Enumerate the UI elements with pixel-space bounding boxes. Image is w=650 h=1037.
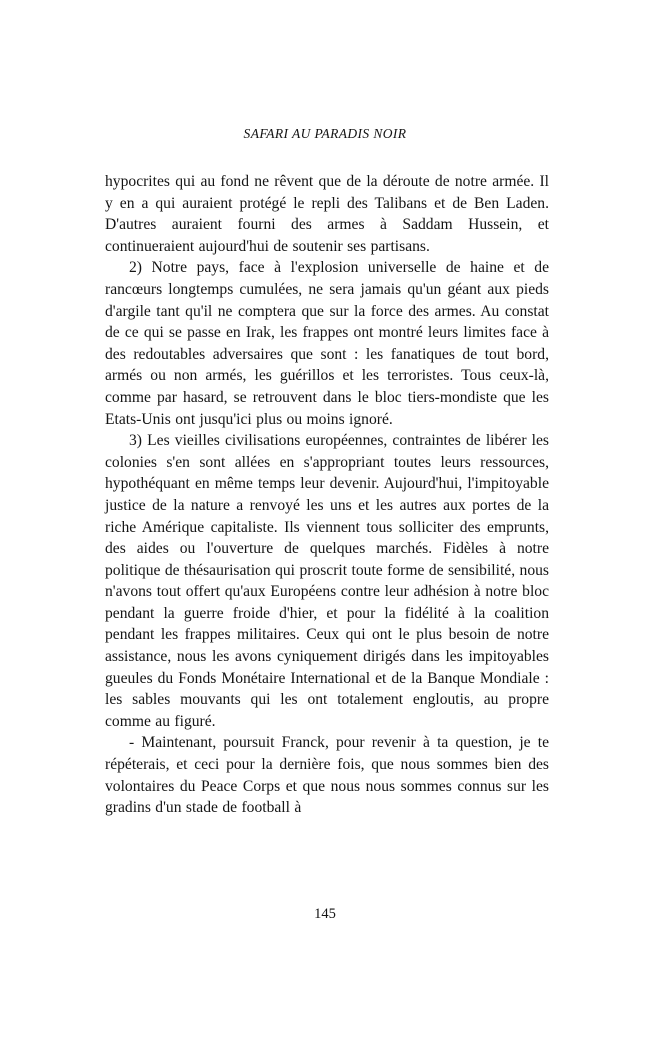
paragraph: 3) Les vieilles civilisations européennes, contraintes de libérer les colonies s'en sont allées en s'appropriant toutes leurs ressources, hypothéquant en même temps leur devenir. Aujourd'hui, l'impitoyable justice de la nature a renvoyé les uns et les autres aux portes de la riche Amérique capitaliste. Ils viennent tous solliciter des emprunts, des aides ou l'ouverture de quelques marchés. Fidèles à notre politique de thésaurisation qui proscrit toute forme de sensibilité, nous n'avons tout offert qu'aux Européens contre leur adhésion à notre bloc pendant la guerre froide d'hier, et pour la fidélité à la coalition pendant les frappes militaires. Ceux qui ont le plus besoin de notre assistance, nous les avons cyniquement dirigés dans les impitoyables gueules du Fonds Monétaire International et de la Banque Mondiale : les sables mouvants qui les ont totalement engloutis, au propre comme au figuré.	[105, 432, 549, 730]
paragraph: 2) Notre pays, face à l'explosion universelle de haine et de rancœurs longtemps cumulées, ne sera jamais qu'un géant aux pieds d'argile tant qu'il ne comptera que sur la force des armes. Au constat de ce qui se passe en Irak, les frappes ont montré leurs limites face à des redoutables adversaires que sont : les fanatiques de tout bord, armés ou non armés, les guérillos et les terroristes. Tous ceux-là, comme par hasard, se retrouvent dans le bloc tiers-mondiste que les Etats-Unis ont jusqu'ici plus ou moins ignoré.	[105, 259, 549, 428]
body-text	[105, 171, 549, 819]
paragraph: hypocrites qui au fond ne rêvent que de la déroute de notre armée. Il y en a qui auraient protégé le repli des Talibans et de Ben Laden. D'autres auraient fourni des armes à Saddam Hussein, et continueraient aujourd'hui de soutenir ses partisans.	[105, 173, 549, 255]
page-number: 145	[314, 906, 336, 922]
running-header: SAFARI AU PARADIS NOIR	[243, 126, 407, 141]
paragraph: - Maintenant, poursuit Franck, pour revenir à ta question, je te répéterais, et ceci pour la dernière fois, que nous sommes bien des volontaires du Peace Corps et que nous nous sommes connus sur les gradins d'un stade de football à	[105, 734, 549, 817]
